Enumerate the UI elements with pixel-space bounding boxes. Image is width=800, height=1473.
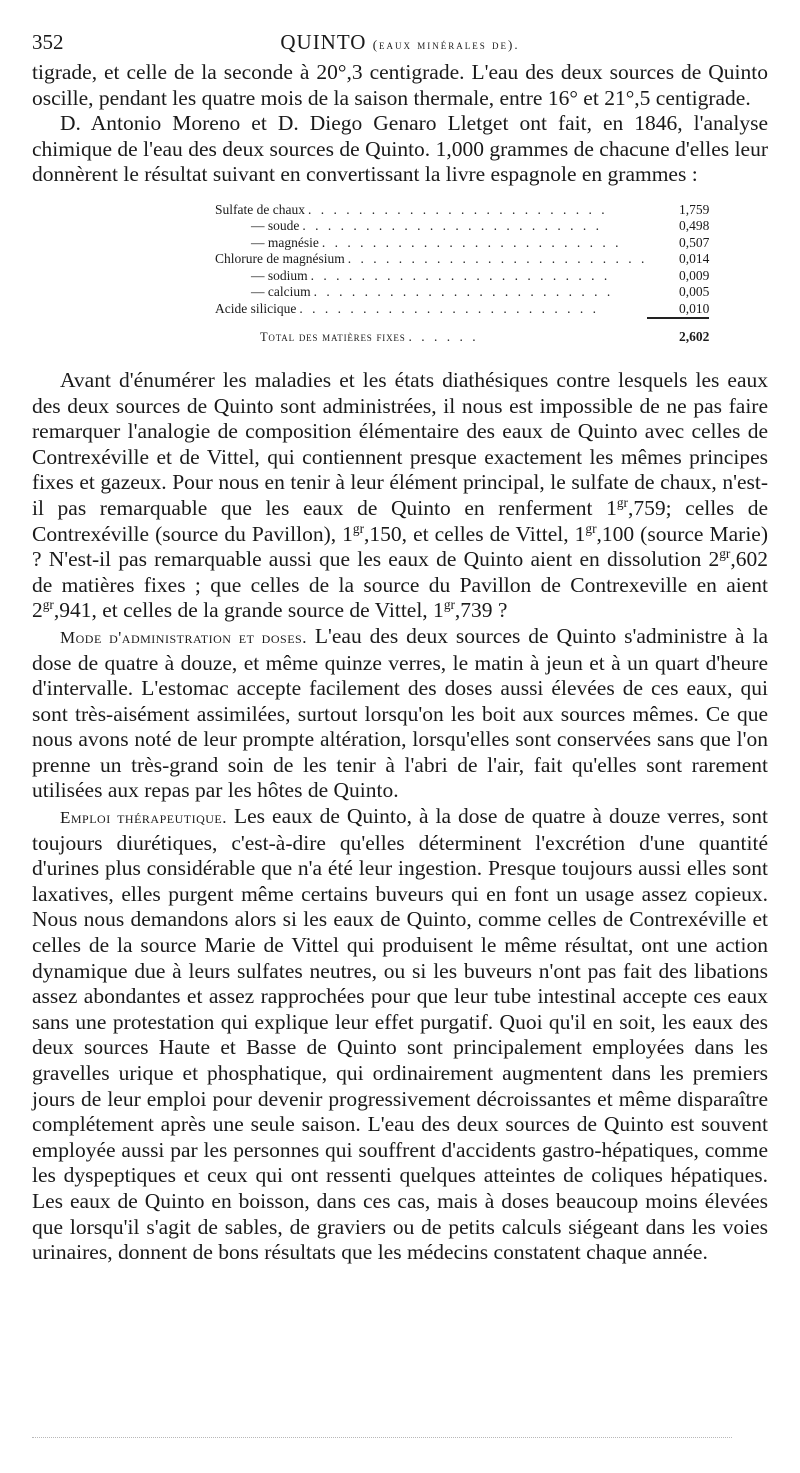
analysis-row-name: — magnésie [215, 235, 322, 250]
analysis-row-name: Acide silicique [215, 301, 299, 316]
unit-gr: gr [443, 597, 455, 613]
paragraph-5: Emploi thérapeutique. Les eaux de Quinto, à la dose de quatre à douze verres, sont toujours diurétiques, c'est-à-dire qu'elles déterminent l'excrétion d'une quantité d'urines plus considérable que n'a été leur ingestion. Presque toujours aussi elles sont laxatives, elles purgent même certains buveurs qui en font un usage assez copieux. Nous nous demandons alors si les eaux de Quinto, comme celles de Contrexéville et celles de la source Marie de Vittel qui produisent le même résultat, ont une action dynamique due à leurs sulfates neutres, ou si les buveurs n'ont pas fait des libations assez abondantes et assez rapprochées pour que leur tube intestinal accepte ces eaux sans une protestation qui explique leur effet purgatif. Quoi qu'il en soit, les eaux des deux sources Haute et Basse de Quinto sont principalement employées dans les gravelles urique et phosphatique, qui ordinairement augmentent dans les premiers jours de leur emploi pour devenir progressivement décroissantes et même disparaître complétement après une seule saison. L'eau des deux sources de Quinto est souvent employée aussi par les personnes qui souffrent d'accidents gastro-hépatiques, comme les dyspeptiques et ceux qui ont ressenti quelques atteintes de coliques hépatiques. Les eaux de Quinto en boisson, dans ces cas, mais à doses beaucoup moins élevées que lorsqu'il s'agit de sables, de graviers ou de petits calculs siégeant dans les voies urinaires, donnent de bons résultats que les médecins constatent chaque année. [32, 804, 768, 1265]
analysis-row: Acide silicique . . . . . . . . . . . . . . . . . . . . . . . . 0,010 [215, 300, 710, 317]
paragraph-3: Avant d'énumérer les maladies et les états diathésiques contre lesquels les eaux des deux sources de Quinto sont administrées, il nous est impossible de ne pas faire remarquer l'analogie de composition élémentaire des eaux de Quinto avec celles de Contrexéville et de Vittel, qui contiennent presque exactement les mêmes principes fixes et gazeux. Pour nous en tenir à leur élément principal, le sulfate de chaux, n'est-il pas remarquable que les eaux de Quinto en renferment $1^{gr},759$; celles de Contrexéville (source du Pavillon), $1^{gr},150$, et celles de Vittel, $1^{gr},100$ (source Marie) ? N'est-il pas remarquable aussi que les eaux de Quinto aient en dissolution $2^{gr},602$ de matières fixes ; que celles de la source du Pavillon de Contrexeville en aient $2^{gr},941$, et celles de la grande source de Vittel, $1^{gr},739$ ? [32, 367, 768, 623]
analysis-row-value: 0,005 [678, 284, 710, 300]
analysis-row: Sulfate de chaux . . . . . . . . . . . . . . . . . . . . . . . . 1,759 [215, 201, 710, 217]
unit-gr: gr [719, 546, 731, 562]
analysis-row: — soude . . . . . . . . . . . . . . . . . . . . . . . . 0,498 [215, 218, 709, 235]
analysis-row: — magnésie . . . . . . . . . . . . . . . . . . . . . . . . 0,507 [215, 235, 709, 252]
running-title [32, 30, 768, 55]
analysis-row-name: Chlorure de magnésium [215, 251, 348, 266]
running-title-sub: (eaux minérales de). [372, 37, 520, 52]
unit-gr: gr [585, 520, 597, 536]
paragraph-2: D. Antonio Moreno et D. Diego Genaro Lletget ont fait, en 1846, l'analyse chimique de l'eau des deux sources de Quinto. 1,000 grammes de chacune d'elles leur donnèrent le résultat suivant en convertissant la livre espagnole en grammes : [32, 111, 768, 187]
analysis-row-value: 0,009 [678, 267, 710, 283]
unit-gr: gr [352, 520, 365, 536]
page-number: 352 [32, 30, 64, 54]
running-title-main: QUINTO [280, 30, 367, 54]
analysis-total-row: Total des matières fixes . . . . . . 2,602 [215, 318, 709, 346]
analysis-row-name: — sodium [215, 268, 311, 283]
analysis-row-value: 0,010 [678, 300, 710, 316]
analysis-row-name: Sulfate de chaux [215, 202, 308, 217]
unit-gr: gr [616, 494, 628, 510]
analysis-row-name: — soude [215, 218, 302, 233]
page [32, 30, 768, 1266]
unit-gr: gr [42, 597, 54, 613]
analysis-row: — calcium . . . . . . . . . . . . . . . . . . . . . . . . 0,005 [215, 284, 709, 301]
analysis-row-value: 0,498 [678, 218, 710, 234]
section-heading-administration: Mode d'administration et doses. [60, 627, 307, 647]
analysis-row: Chlorure de magnésium . . . . . . . . . . . . . . . . . . . . . . . . 0,014 [215, 251, 710, 267]
section-heading-therapeutique: Emploi thérapeutique. [60, 808, 227, 828]
analysis-total-value: 2,602 [647, 318, 709, 346]
analysis-row-name: — calcium [215, 284, 314, 299]
paragraph-4: Mode d'administration et doses. L'eau des deux sources de Quinto s'administre à la dose de quatre à douze, et même quinze verres, le matin à jeun et à un quart d'heure d'intervalle. L'estomac accepte facilement des doses aussi élevées de ces eaux, qui sont très-aisément assimilées, surtout lorsqu'on les boit aux sources mêmes. Ce que nous avons noté de leur prompte altération, lorsqu'elles sont conservées sans que l'on prenne un très-grand soin de les tenir à l'abri de l'air, fait qu'elles sont rarement utilisées aux repas par les hôtes de Quinto. [32, 623, 768, 803]
analysis-row-value: 0,507 [678, 234, 710, 250]
analysis-total-label: Total des matières fixes [215, 330, 409, 344]
paragraph-1: tigrade, et celle de la seconde à 20°,3 centigrade. L'eau des deux sources de Quinto oscille, pendant les quatre mois de la saison thermale, entre 16° et 21°,5 centigrade. [32, 60, 768, 110]
footer-rule [32, 1437, 732, 1438]
analysis-row-value: 0,014 [678, 251, 710, 267]
analysis-row-value: 1,759 [678, 201, 710, 217]
running-header [32, 30, 768, 60]
analysis-table [215, 202, 709, 346]
analysis-row: — sodium . . . . . . . . . . . . . . . . . . . . . . . . 0,009 [215, 268, 709, 285]
